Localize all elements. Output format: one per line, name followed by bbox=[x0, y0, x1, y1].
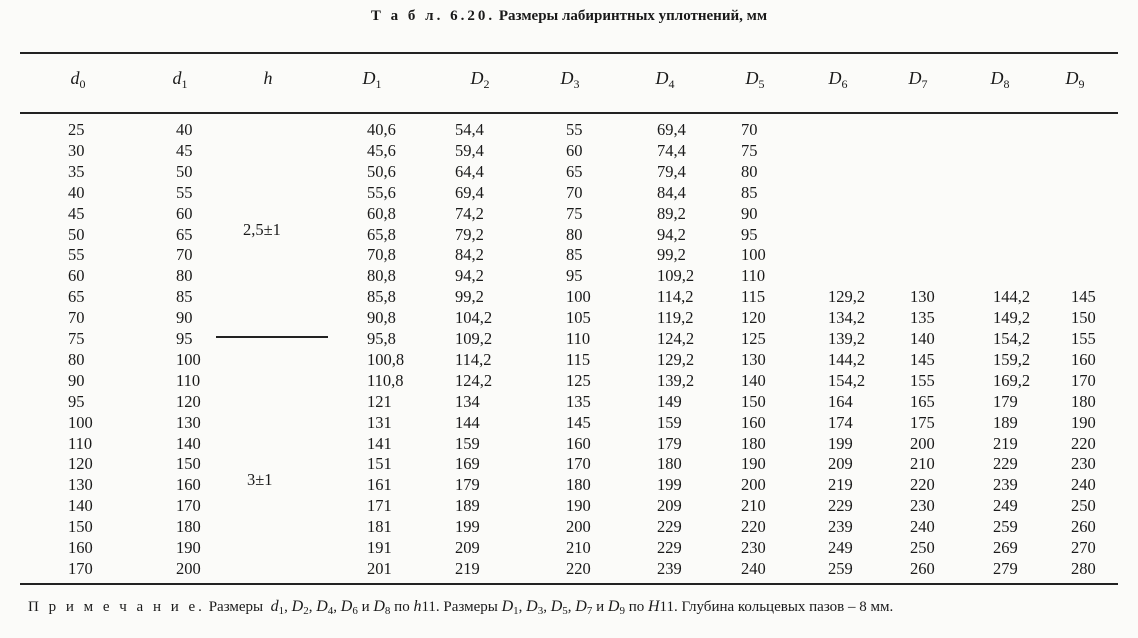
cell-D3: 75 bbox=[566, 203, 583, 223]
note-tolerance-2: H bbox=[647, 598, 660, 615]
cell-D2: 189 bbox=[455, 496, 480, 516]
cell-d1: 180 bbox=[176, 517, 201, 537]
cell-D2: 159 bbox=[455, 433, 480, 453]
cell-D2: 94,2 bbox=[455, 266, 484, 286]
cell-D7: 200 bbox=[910, 433, 935, 453]
note-label: П р и м е ч а н и е. bbox=[28, 599, 205, 615]
cell-D5: 85 bbox=[741, 182, 758, 202]
cell-D7: 220 bbox=[910, 475, 935, 495]
h-value-group-2: 3±1 bbox=[247, 470, 273, 489]
cell-D1: 80,8 bbox=[367, 266, 396, 286]
cell-D9: 160 bbox=[1071, 349, 1096, 369]
cell-D1: 85,8 bbox=[367, 287, 396, 307]
cell-D5: 125 bbox=[741, 329, 766, 348]
cell-D5: 75 bbox=[741, 140, 758, 160]
cell-D8: 279 bbox=[993, 558, 1018, 578]
cell-D4: 114,2 bbox=[657, 287, 694, 307]
note-symbol: $D_3$ bbox=[526, 598, 544, 617]
cell-D2: 59,4 bbox=[455, 140, 484, 160]
cell-D4: 99,2 bbox=[657, 245, 686, 265]
h-group-divider bbox=[216, 336, 328, 338]
cell-D2: 104,2 bbox=[455, 308, 493, 328]
cell-d1: 50 bbox=[176, 161, 193, 181]
cell-D4: 79,4 bbox=[657, 161, 686, 181]
cell-d1: 45 bbox=[176, 140, 193, 160]
cell-D2: 84,2 bbox=[455, 245, 484, 265]
cell-D1: 131 bbox=[367, 412, 392, 432]
cell-D6: 229 bbox=[828, 496, 853, 516]
cell-D5: 120 bbox=[741, 308, 766, 328]
cell-D5: 80 bbox=[741, 161, 758, 181]
cell-D3: 110 bbox=[566, 329, 591, 348]
cell-D3: 170 bbox=[566, 454, 591, 474]
cell-D3: 85 bbox=[566, 245, 583, 265]
cell-D3: 190 bbox=[566, 496, 591, 516]
cell-D8: 269 bbox=[993, 538, 1018, 557]
cell-d0: 30 bbox=[68, 140, 85, 160]
note-tolerance-1: h bbox=[413, 598, 422, 615]
cell-D7: 130 bbox=[910, 287, 935, 307]
cell-D4: 119,2 bbox=[657, 308, 694, 328]
cell-D7: 240 bbox=[910, 517, 935, 537]
cell-D9: 270 bbox=[1071, 538, 1096, 557]
cell-D7: 140 bbox=[910, 329, 935, 348]
cell-d1: 170 bbox=[176, 496, 201, 516]
column-header-d8: $D_8$ bbox=[990, 68, 1010, 91]
cell-D7: 135 bbox=[910, 308, 935, 328]
note-symbol: $D_8$ bbox=[373, 598, 391, 617]
cell-D4: 94,2 bbox=[657, 224, 686, 244]
cell-d1: 60 bbox=[176, 203, 193, 223]
cell-D6: 219 bbox=[828, 475, 853, 495]
cell-D6: 139,2 bbox=[828, 329, 866, 348]
cell-D6: 199 bbox=[828, 433, 853, 453]
cell-D1: 50,6 bbox=[367, 161, 396, 181]
cell-d0: 100 bbox=[68, 412, 93, 432]
cell-d0: 130 bbox=[68, 475, 93, 495]
cell-D7: 230 bbox=[910, 496, 935, 516]
cell-D9: 155 bbox=[1071, 329, 1096, 348]
column-header-d3: $D_3$ bbox=[560, 68, 580, 91]
cell-D9: 170 bbox=[1071, 370, 1096, 390]
cell-D8: 189 bbox=[993, 412, 1018, 432]
cell-d1: 85 bbox=[176, 287, 193, 307]
cell-D6: 144,2 bbox=[828, 349, 866, 369]
cell-D6: 209 bbox=[828, 454, 853, 474]
column-header-d2: $D_2$ bbox=[470, 68, 490, 91]
cell-d0: 95 bbox=[68, 391, 85, 411]
cell-D3: 200 bbox=[566, 517, 591, 537]
cell-D5: 190 bbox=[741, 454, 766, 474]
note-symbol: $D_4$ bbox=[316, 598, 334, 617]
cell-d1: 190 bbox=[176, 538, 201, 557]
cell-D2: 69,4 bbox=[455, 182, 484, 202]
cell-D4: 229 bbox=[657, 538, 682, 557]
cell-D3: 135 bbox=[566, 391, 591, 411]
cell-D3: 115 bbox=[566, 349, 591, 369]
cell-D3: 210 bbox=[566, 538, 591, 557]
cell-D3: 160 bbox=[566, 433, 591, 453]
cell-D5: 150 bbox=[741, 391, 766, 411]
cell-d0: 60 bbox=[68, 266, 85, 286]
cell-D8: 179 bbox=[993, 391, 1018, 411]
cell-D8: 149,2 bbox=[993, 308, 1031, 328]
cell-d0: 160 bbox=[68, 538, 93, 557]
cell-D6: 134,2 bbox=[828, 308, 866, 328]
cell-D9: 220 bbox=[1071, 433, 1096, 453]
cell-D1: 181 bbox=[367, 517, 392, 537]
cell-D1: 90,8 bbox=[367, 308, 396, 328]
cell-D9: 240 bbox=[1071, 475, 1096, 495]
cell-D3: 80 bbox=[566, 224, 583, 244]
cell-d1: 120 bbox=[176, 391, 201, 411]
cell-D1: 110,8 bbox=[367, 370, 404, 390]
cell-D6: 239 bbox=[828, 517, 853, 537]
cell-d1: 200 bbox=[176, 558, 201, 578]
cell-d0: 50 bbox=[68, 224, 85, 244]
cell-d1: 110 bbox=[176, 370, 201, 390]
cell-D2: 64,4 bbox=[455, 161, 484, 181]
cell-D4: 109,2 bbox=[657, 266, 695, 286]
cell-D1: 141 bbox=[367, 433, 392, 453]
cell-D2: 114,2 bbox=[455, 349, 492, 369]
note-group-1: $d_1$, $D_2$, $D_4$, $D_6$ и $D_8$ bbox=[270, 598, 391, 617]
cell-D4: 159 bbox=[657, 412, 682, 432]
cell-D4: 69,4 bbox=[657, 120, 686, 139]
cell-D2: 144 bbox=[455, 412, 480, 432]
cell-D5: 160 bbox=[741, 412, 766, 432]
cell-D1: 161 bbox=[367, 475, 392, 495]
column-header-d1: $d_1$ bbox=[172, 68, 188, 91]
cell-D4: 84,4 bbox=[657, 182, 686, 202]
cell-d1: 150 bbox=[176, 454, 201, 474]
note-text-2: по bbox=[394, 599, 410, 615]
column-header-d6: $D_6$ bbox=[828, 68, 848, 91]
cell-D5: 220 bbox=[741, 517, 766, 537]
cell-D7: 145 bbox=[910, 349, 935, 369]
cell-d1: 55 bbox=[176, 182, 193, 202]
cell-D3: 100 bbox=[566, 287, 591, 307]
cell-D5: 200 bbox=[741, 475, 766, 495]
cell-D2: 209 bbox=[455, 538, 480, 557]
h-value-group-1: 2,5±1 bbox=[243, 220, 281, 239]
cell-D5: 100 bbox=[741, 245, 766, 265]
cell-D5: 140 bbox=[741, 370, 766, 390]
cell-d0: 110 bbox=[68, 433, 93, 453]
cell-D9: 230 bbox=[1071, 454, 1096, 474]
cell-D7: 165 bbox=[910, 391, 935, 411]
cell-D4: 89,2 bbox=[657, 203, 686, 223]
cell-D1: 60,8 bbox=[367, 203, 396, 223]
cell-D3: 105 bbox=[566, 308, 591, 328]
cell-D4: 74,4 bbox=[657, 140, 686, 160]
cell-D4: 129,2 bbox=[657, 349, 695, 369]
bottom-rule bbox=[20, 583, 1118, 585]
caption-prefix: Т а б л. 6.20. bbox=[370, 8, 496, 24]
cell-D4: 124,2 bbox=[657, 329, 695, 348]
cell-D2: 79,2 bbox=[455, 224, 484, 244]
cell-d0: 170 bbox=[68, 558, 93, 578]
cell-d0: 55 bbox=[68, 245, 85, 265]
cell-D9: 280 bbox=[1071, 558, 1096, 578]
note-text-3: 11. Размеры bbox=[421, 599, 498, 615]
cell-d1: 40 bbox=[176, 120, 193, 139]
cell-D1: 65,8 bbox=[367, 224, 396, 244]
cell-D5: 130 bbox=[741, 349, 766, 369]
cell-D3: 55 bbox=[566, 120, 583, 139]
cell-D4: 229 bbox=[657, 517, 682, 537]
cell-D2: 124,2 bbox=[455, 370, 493, 390]
cell-D8: 259 bbox=[993, 517, 1018, 537]
cell-D1: 201 bbox=[367, 558, 392, 578]
column-header-d5: $D_5$ bbox=[745, 68, 765, 91]
column-header-h: h bbox=[263, 68, 273, 88]
cell-D4: 139,2 bbox=[657, 370, 695, 390]
cell-D5: 230 bbox=[741, 538, 766, 557]
cell-D8: 169,2 bbox=[993, 370, 1031, 390]
cell-D5: 70 bbox=[741, 120, 758, 139]
cell-d0: 75 bbox=[68, 329, 85, 348]
table-caption bbox=[0, 8, 1138, 25]
cell-D5: 115 bbox=[741, 287, 766, 307]
cell-d0: 80 bbox=[68, 349, 85, 369]
cell-D1: 95,8 bbox=[367, 329, 396, 348]
cell-D4: 199 bbox=[657, 475, 682, 495]
cell-D5: 240 bbox=[741, 558, 766, 578]
cell-D6: 154,2 bbox=[828, 370, 866, 390]
cell-d1: 140 bbox=[176, 433, 201, 453]
cell-D6: 164 bbox=[828, 391, 853, 411]
cell-D5: 180 bbox=[741, 433, 766, 453]
cell-D8: 239 bbox=[993, 475, 1018, 495]
note-symbol: $D_6$ bbox=[340, 598, 358, 617]
cell-D5: 90 bbox=[741, 203, 758, 223]
cell-D2: 99,2 bbox=[455, 287, 484, 307]
cell-D1: 171 bbox=[367, 496, 392, 516]
note-symbol: $d_1$ bbox=[270, 598, 285, 617]
cell-D2: 109,2 bbox=[455, 329, 493, 348]
header-rule bbox=[20, 112, 1118, 114]
cell-D8: 229 bbox=[993, 454, 1018, 474]
cell-D3: 180 bbox=[566, 475, 591, 495]
cell-D7: 260 bbox=[910, 558, 935, 578]
cell-D9: 260 bbox=[1071, 517, 1096, 537]
column-header-d0: $d_0$ bbox=[70, 68, 86, 91]
cell-D4: 179 bbox=[657, 433, 682, 453]
cell-D2: 74,2 bbox=[455, 203, 484, 223]
cell-D1: 55,6 bbox=[367, 182, 396, 202]
note-text-5: 11. Глубина кольцевых пазов – 8 мм. bbox=[659, 599, 894, 615]
note-group-2: $D_1$, $D_3$, $D_5$, $D_7$ и $D_9$ bbox=[501, 598, 625, 617]
cell-D4: 209 bbox=[657, 496, 682, 516]
note-symbol: $D_7$ bbox=[575, 598, 593, 617]
cell-D1: 191 bbox=[367, 538, 392, 557]
column-header-d7: $D_7$ bbox=[908, 68, 928, 91]
note-symbol: $D_1$ bbox=[501, 598, 519, 617]
cell-D9: 180 bbox=[1071, 391, 1096, 411]
cell-d0: 25 bbox=[68, 120, 85, 139]
cell-D3: 145 bbox=[566, 412, 591, 432]
cell-D3: 220 bbox=[566, 558, 591, 578]
cell-D5: 210 bbox=[741, 496, 766, 516]
cell-D4: 239 bbox=[657, 558, 682, 578]
cell-D4: 180 bbox=[657, 454, 682, 474]
cell-D9: 150 bbox=[1071, 308, 1096, 328]
cell-D6: 129,2 bbox=[828, 287, 866, 307]
cell-D7: 175 bbox=[910, 412, 935, 432]
cell-D9: 145 bbox=[1071, 287, 1096, 307]
cell-D8: 219 bbox=[993, 433, 1018, 453]
column-header-d1: $D_1$ bbox=[362, 68, 382, 91]
cell-D1: 70,8 bbox=[367, 245, 396, 265]
cell-D8: 154,2 bbox=[993, 329, 1031, 348]
cell-D7: 210 bbox=[910, 454, 935, 474]
cell-D3: 60 bbox=[566, 140, 583, 160]
cell-D2: 169 bbox=[455, 454, 480, 474]
cell-d1: 130 bbox=[176, 412, 201, 432]
cell-D6: 249 bbox=[828, 538, 853, 557]
cell-D2: 179 bbox=[455, 475, 480, 495]
caption-title: Размеры лабиринтных уплотнений, мм bbox=[498, 8, 768, 24]
cell-d0: 90 bbox=[68, 370, 85, 390]
top-rule bbox=[20, 52, 1118, 54]
cell-D8: 249 bbox=[993, 496, 1018, 516]
cell-D8: 159,2 bbox=[993, 349, 1031, 369]
cell-D1: 45,6 bbox=[367, 140, 396, 160]
cell-d1: 70 bbox=[176, 245, 193, 265]
note-text-1: Размеры bbox=[208, 599, 264, 615]
cell-D1: 40,6 bbox=[367, 120, 396, 139]
cell-d0: 40 bbox=[68, 182, 85, 202]
cell-d0: 140 bbox=[68, 496, 93, 516]
table-note bbox=[28, 598, 893, 617]
cell-D3: 65 bbox=[566, 161, 583, 181]
cell-D2: 54,4 bbox=[455, 120, 484, 139]
cell-D2: 199 bbox=[455, 517, 480, 537]
note-symbol: $D_2$ bbox=[291, 598, 309, 617]
cell-d1: 90 bbox=[176, 308, 193, 328]
cell-d0: 70 bbox=[68, 308, 85, 328]
cell-D3: 95 bbox=[566, 266, 583, 286]
cell-D3: 125 bbox=[566, 370, 591, 390]
cell-d0: 120 bbox=[68, 454, 93, 474]
cell-d1: 95 bbox=[176, 329, 193, 348]
cell-D6: 259 bbox=[828, 558, 853, 578]
cell-d0: 35 bbox=[68, 161, 85, 181]
cell-D4: 149 bbox=[657, 391, 682, 411]
cell-D6: 174 bbox=[828, 412, 853, 432]
cell-d1: 100 bbox=[176, 349, 201, 369]
cell-D9: 250 bbox=[1071, 496, 1096, 516]
cell-D8: 144,2 bbox=[993, 287, 1031, 307]
column-header-d9: $D_9$ bbox=[1065, 68, 1085, 91]
cell-D1: 151 bbox=[367, 454, 392, 474]
cell-d0: 150 bbox=[68, 517, 93, 537]
cell-D1: 100,8 bbox=[367, 349, 405, 369]
cell-D7: 250 bbox=[910, 538, 935, 557]
note-symbol: $D_5$ bbox=[550, 598, 568, 617]
cell-d1: 65 bbox=[176, 224, 193, 244]
cell-D1: 121 bbox=[367, 391, 392, 411]
cell-d0: 65 bbox=[68, 287, 85, 307]
cell-D9: 190 bbox=[1071, 412, 1096, 432]
cell-d1: 160 bbox=[176, 475, 201, 495]
cell-D5: 110 bbox=[741, 266, 766, 286]
cell-D2: 219 bbox=[455, 558, 480, 578]
cell-D7: 155 bbox=[910, 370, 935, 390]
cell-d0: 45 bbox=[68, 203, 85, 223]
note-text-4: по bbox=[628, 599, 645, 615]
column-header-d4: $D_4$ bbox=[655, 68, 675, 91]
cell-D3: 70 bbox=[566, 182, 583, 202]
cell-D5: 95 bbox=[741, 224, 758, 244]
cell-d1: 80 bbox=[176, 266, 193, 286]
note-symbol: $D_9$ bbox=[607, 598, 625, 617]
cell-D2: 134 bbox=[455, 391, 480, 411]
